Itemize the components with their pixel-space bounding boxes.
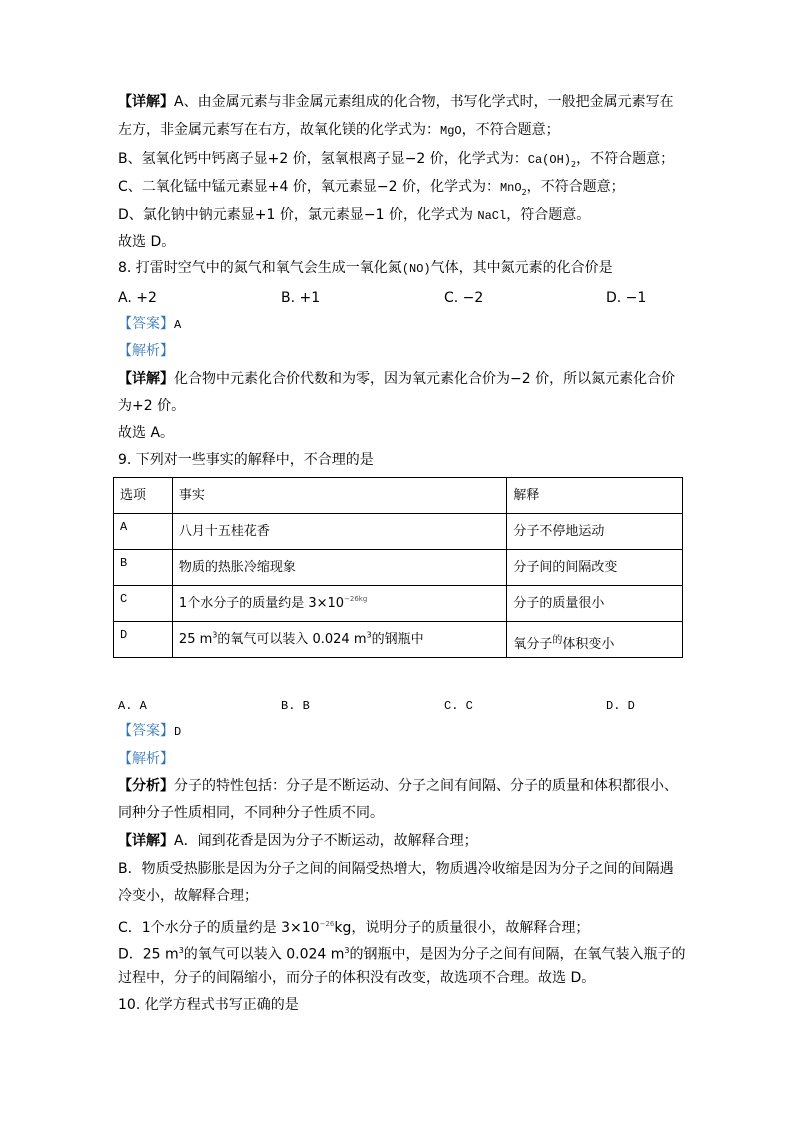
q7-option-d-explanation: D、氯化钠中钠元素显+1 价，氯元素显−1 价，化学式为 NaCl，符合题意。 bbox=[118, 207, 591, 223]
answer-value: A bbox=[174, 318, 182, 332]
q9-options bbox=[118, 696, 684, 716]
q8-option-b: B. +1 bbox=[281, 290, 321, 306]
q9-option-c: C. C bbox=[444, 699, 473, 713]
q7-detail-line2: 左方，非金属元素写在右方，故氧化镁的化学式为：MgO，不符合题意； bbox=[118, 122, 560, 138]
q9-option-b: B. B bbox=[281, 699, 310, 713]
answer-value: D bbox=[174, 725, 182, 739]
q9-facts-table bbox=[113, 477, 683, 658]
q9-answer bbox=[118, 721, 181, 741]
table-row: D 25 $m^3$的氧气可以装入 0.024 $m^3$的钢瓶中 氧分子$^的$体积变小 bbox=[114, 622, 683, 658]
q8-option-a: A. +2 bbox=[118, 290, 157, 306]
q8-detail-line1: 【详解】化合物中元素化合价代数和为零，因为氧元素化合价为−2 价，所以氮元素化合价 bbox=[118, 371, 676, 387]
table-row: B 物质的热胀冷缩现象 分子间的间隔改变 bbox=[114, 550, 683, 586]
q9-analysis-label: 【解析】 bbox=[118, 751, 174, 767]
q8-stem: 8. 打雷时空气中的氮气和氧气会生成一氧化氮(NO)气体，其中氮元素的化合价是 bbox=[118, 260, 613, 276]
q9-analysis-line1: 【分析】分子的特性包括：分子是不断运动、分子之间有间隔、分子的质量和体积都很小、 bbox=[118, 778, 678, 794]
q9-stem: 9. 下列对一些事实的解释中，不合理的是 bbox=[118, 452, 374, 468]
table-header-option: 选项 bbox=[114, 478, 173, 514]
table-row: C 1个水分子的质量约是 $3\times 10^{-26kg}$ 分子的质量很小 bbox=[114, 586, 683, 622]
q7-option-b-explanation: B、氢氧化钙中钙离子显+2 价，氢氧根离子显−2 价，化学式为：$Ca(OH)_2$，不符合题意； bbox=[118, 151, 675, 169]
q9-detail-a: 【详解】A．闻到花香是因为分子不断运动，故解释合理； bbox=[118, 833, 478, 849]
q9-detail-c: C．1个水分子的质量约是 $3\times 10^{-26}kg$，说明分子的质量很小，故解释合理； bbox=[118, 920, 590, 936]
q8-detail-line2: 为+2 价。 bbox=[118, 398, 186, 414]
q9-detail-d2: 过程中，分子的间隔缩小，而分子的体积没有改变，故选项不合理。故选 D。 bbox=[118, 970, 596, 986]
table-header-explanation: 解释 bbox=[507, 478, 683, 514]
q8-option-d: D. −1 bbox=[606, 290, 647, 306]
table-header-row bbox=[114, 478, 683, 514]
q9-detail-b2: 冷变小，故解释合理； bbox=[118, 888, 258, 904]
q10-stem: 10. 化学方程式书写正确的是 bbox=[118, 997, 299, 1013]
q7-detail-line1: 【详解】A、由金属元素与非金属元素组成的化合物，书写化学式时，一般把金属元素写在 bbox=[118, 94, 674, 110]
q9-analysis-line2: 同种分子性质相同，不同种分子性质不同。 bbox=[118, 805, 384, 821]
q9-option-d: D. D bbox=[606, 699, 635, 713]
q8-options bbox=[118, 288, 684, 308]
detail-label: 【详解】 bbox=[118, 94, 174, 110]
answer-label: 【答案】 bbox=[118, 723, 174, 739]
table-header-fact: 事实 bbox=[172, 478, 506, 514]
q7-conclusion: 故选 D。 bbox=[118, 234, 176, 250]
q9-detail-d1: D．25 $m^3$的氧气可以装入 0.024 $m^3$的钢瓶中，是因为分子之间有间隔，在氧气装入瓶子的 bbox=[118, 946, 686, 963]
q8-answer bbox=[118, 314, 181, 334]
q8-option-c: C. −2 bbox=[444, 290, 484, 306]
q9-detail-b1: B．物质受热膨胀是因为分子之间的间隔受热增大，物质遇冷收缩是因为分子之间的间隔遇 bbox=[118, 861, 674, 877]
table-row: A 八月十五桂花香 分子不停地运动 bbox=[114, 514, 683, 550]
q7-option-c-explanation: C、二氧化锰中锰元素显+4 价，氧元素显−2 价，化学式为：MnO$_2$，不符合题意； bbox=[118, 179, 625, 197]
q8-analysis-label: 【解析】 bbox=[118, 343, 174, 359]
q8-conclusion: 故选 A。 bbox=[118, 425, 175, 441]
answer-label: 【答案】 bbox=[118, 316, 174, 332]
q9-option-a: A. A bbox=[118, 699, 147, 713]
